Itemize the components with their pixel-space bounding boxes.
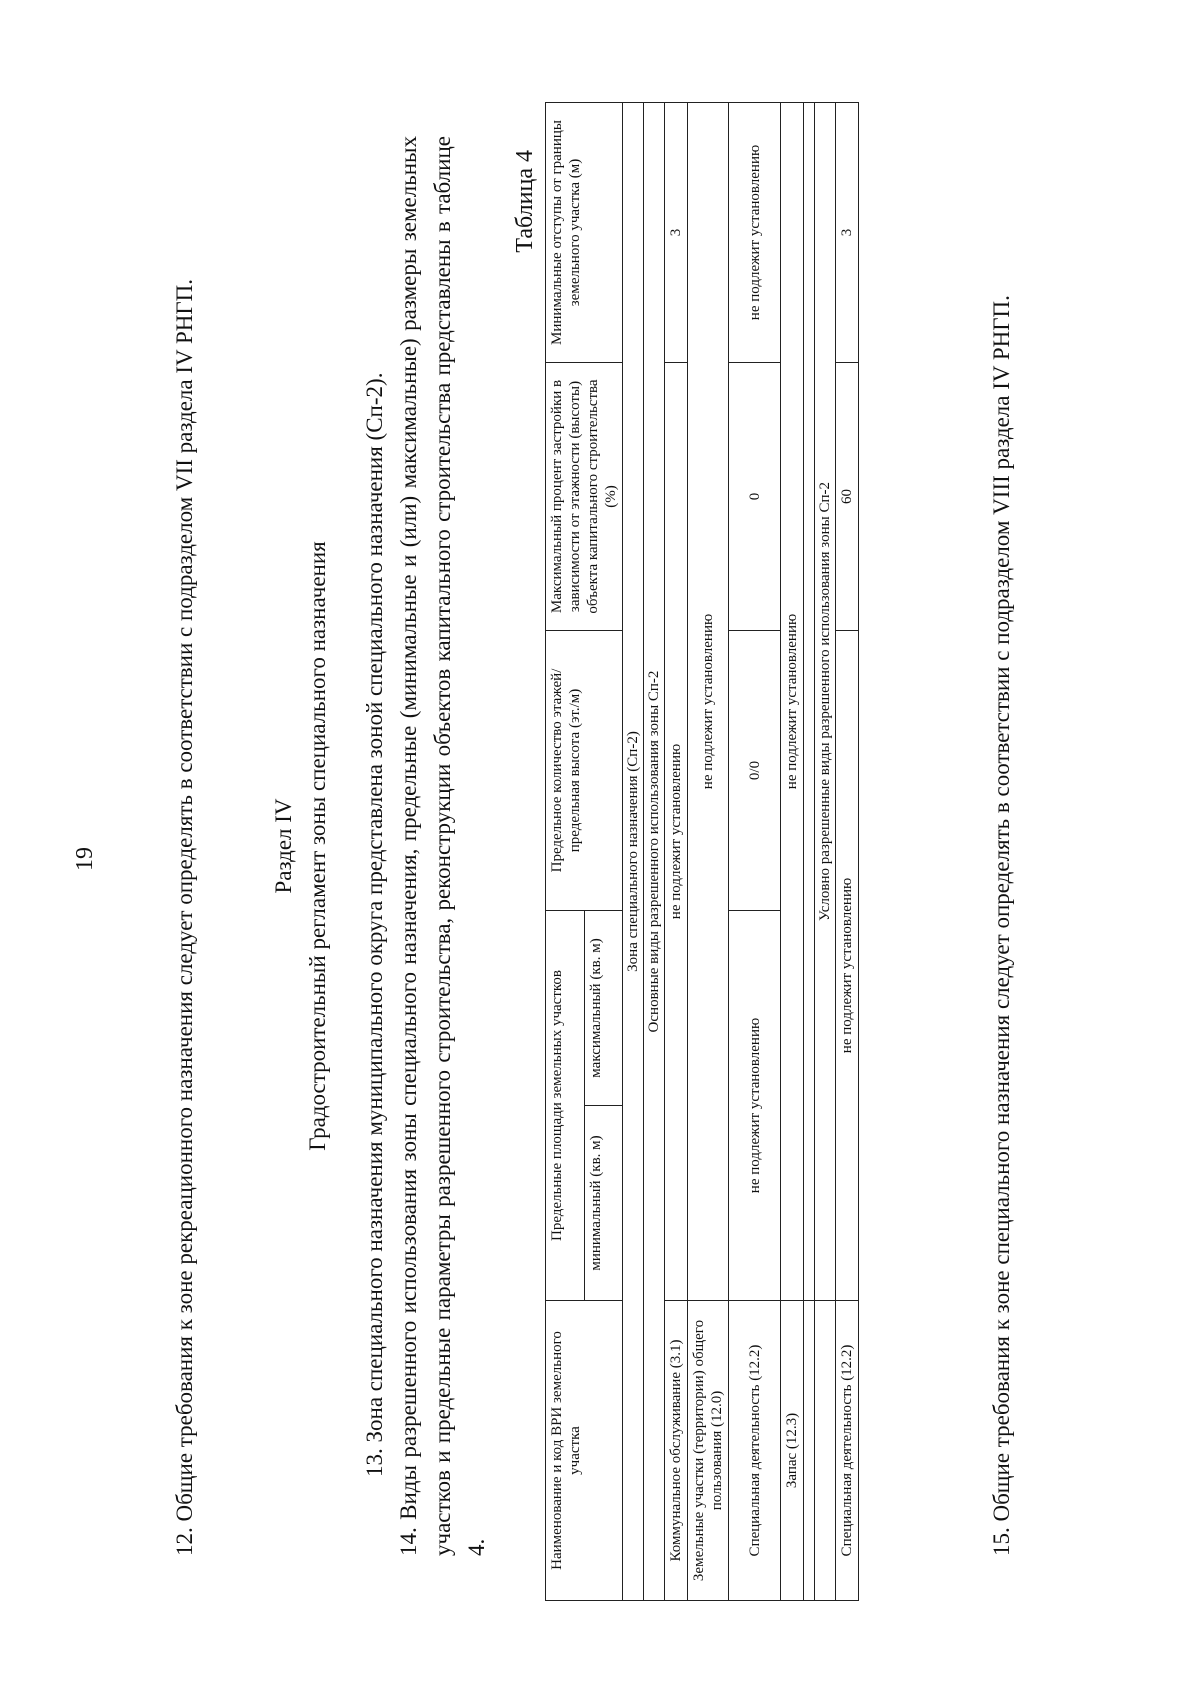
header-area-group: Предельные площади земельных участков [546,911,585,1301]
row-floors: 0/0 [729,631,781,911]
row-span-value: не подлежит установлению [665,363,688,1301]
header-area-max: максимальный (кв. м) [584,911,623,1106]
row-name: Запас (12.3) [781,1301,804,1601]
header-floors: Предельное количество этажей/ предельная высота (эт./м) [546,631,623,911]
table-row [729,103,781,1601]
header-coverage: Максимальный процент застройки в зависимости от этажности (высоты) объекта капитального строительства (%) [546,363,623,631]
row-setback: не подлежит установлению [729,103,781,363]
row-span-value: не подлежит установлению [836,631,859,1301]
header-name: Наименование и код ВРИ земельного участка [546,1301,623,1601]
zone-label: Зона специального назначения (Сп-2) [623,103,644,1601]
table-header-row [546,103,585,1601]
row-name: Коммунальное обслуживание (3.1) [665,1301,688,1601]
section-subtitle: Градостроительный регламент зоны специального назначения [305,541,330,1151]
section-title: Раздел IV [271,798,296,894]
table-row [688,103,729,1601]
row-area: не подлежит установлению [729,911,781,1301]
separator-row [804,103,815,1601]
row-setback: 3 [665,103,688,363]
row-name: Специальная деятельность (12.2) [729,1301,781,1601]
regulation-table [545,102,859,1601]
conditional-uses-label: Условно разрешенные виды разрешенного использования зоны Сп-2 [815,103,836,1301]
page-number: 19 [72,847,98,871]
table-row [781,103,804,1601]
zone-row [623,103,644,1601]
header-setback: Минимальные отступы от границы земельного участка (м) [546,103,623,363]
paragraph-14: 14. Виды разрешенного использования зоны специального назначения, предельные (минимальные и (или) максимальные) размеры земельных участков и предельные параметры разрешенного строительства, реконструкции объектов капитального строительства представлены в таблице 4. [396,136,489,1556]
row-name: Земельные участки (территории) общего пользования (12.0) [688,1301,729,1601]
table-row [665,103,688,1601]
main-uses-row [644,103,665,1601]
paragraph-13: 13. Зона специального назначения муниципального округа представлена зоной специального назначения (Сп-2). [362,372,387,1477]
table-row [836,103,859,1601]
table-label: Таблица 4 [512,150,538,253]
row-coverage: 60 [836,363,859,631]
row-span-value: не подлежит установлению [781,103,804,1301]
row-span-value: не подлежит установлению [688,103,729,1301]
row-coverage: 0 [729,363,781,631]
header-area-min: минимальный (кв. м) [584,1106,623,1301]
conditional-uses-row [815,103,836,1601]
row-name: Специальная деятельность (12.2) [836,1301,859,1601]
paragraph-15: 15. Общие требования к зоне специального назначения следует определять в соответствии с подразделом VIII раздела IV РНГП. [989,295,1014,1556]
row-setback: 3 [836,103,859,363]
paragraph-12: 12. Общие требования к зоне рекреационного назначения следует определять в соответствии с подразделом VII раздела IV РНГП. [172,278,197,1556]
main-uses-label: Основные виды разрешенного использования зоны Сп-2 [644,103,665,1601]
